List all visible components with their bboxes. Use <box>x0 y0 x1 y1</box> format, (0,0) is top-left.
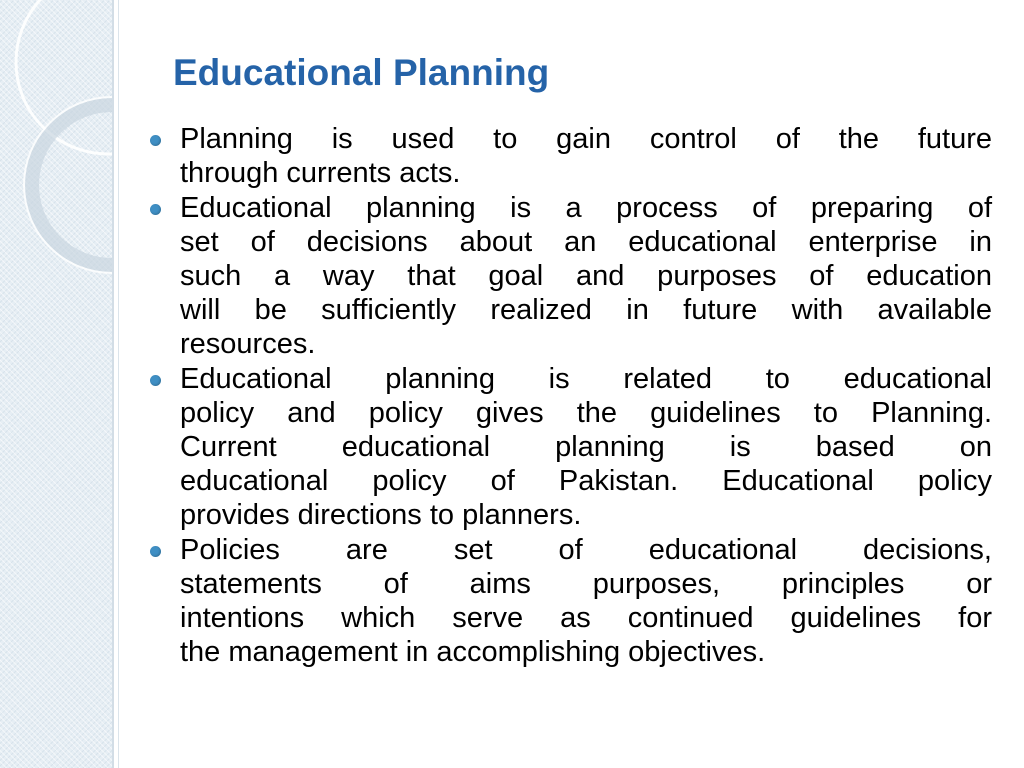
bullet-text <box>180 362 992 532</box>
bullet-item-4 <box>146 533 992 669</box>
bullet-dot-icon <box>150 135 161 146</box>
decorative-circles <box>0 0 112 768</box>
bullet-list <box>146 122 992 669</box>
text-line: through currents acts. <box>180 157 461 189</box>
text-line: statements of aims purposes, principles or <box>180 568 992 600</box>
text-line: will be sufficiently realized in future with available <box>180 294 992 326</box>
text-line: such a way that goal and purposes of education <box>180 260 992 292</box>
slide-title: Educational Planning <box>173 52 550 93</box>
bullet-text <box>180 533 992 669</box>
bullet-dot-icon <box>150 204 161 215</box>
text-line: intentions which serve as continued guidelines for <box>180 602 992 634</box>
bullet-item-2 <box>146 191 992 361</box>
bullet-text <box>180 122 992 190</box>
bullet-item-3 <box>146 362 992 532</box>
text-line: the management in accomplishing objectives. <box>180 636 766 668</box>
text-line: Planning is used to gain control of the future <box>180 123 992 155</box>
text-line: resources. <box>180 328 316 360</box>
decorative-side-panel <box>0 0 114 768</box>
bullet-item-1 <box>146 122 992 190</box>
text-line: policy and policy gives the guidelines to Planning. <box>180 397 992 429</box>
text-line: educational policy of Pakistan. Educational policy <box>180 465 992 497</box>
bullet-text <box>180 191 992 361</box>
text-line: Current educational planning is based on <box>180 431 992 463</box>
text-line: Educational planning is a process of preparing of <box>180 192 992 224</box>
text-line: Policies are set of educational decisions, <box>180 534 992 566</box>
bullet-dot-icon <box>150 375 161 386</box>
side-divider <box>118 0 119 768</box>
text-line: provides directions to planners. <box>180 499 582 531</box>
text-line: set of decisions about an educational enterprise in <box>180 226 992 258</box>
text-line: Educational planning is related to educational <box>180 363 992 395</box>
bullet-dot-icon <box>150 546 161 557</box>
